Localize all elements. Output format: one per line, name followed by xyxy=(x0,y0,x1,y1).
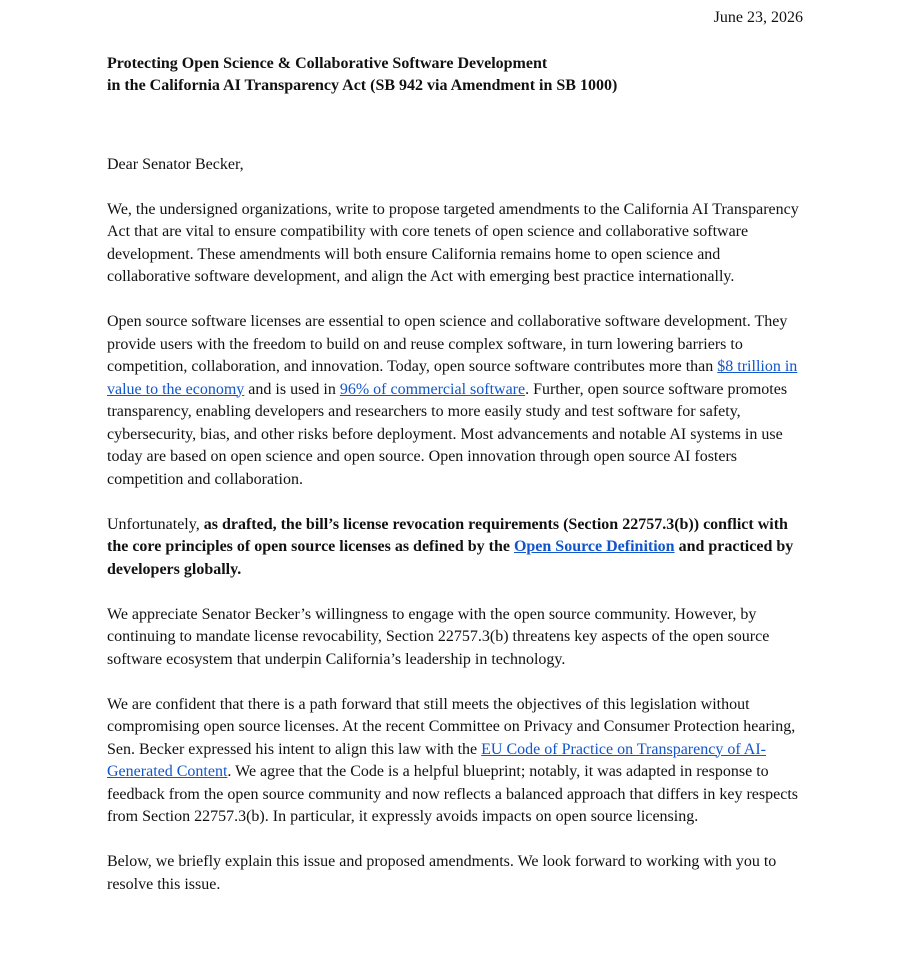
p3-text-1: Unfortunately, xyxy=(107,515,204,533)
paragraph-conflict xyxy=(107,514,807,582)
p5-text-2: . We agree that the Code is a helpful blueprint; notably, it was adapted in response to feedback from the open source community and now reflects a balanced approach that differs in key respects from Section 22757.3(b). In particular, it expressly avoids impacts on open source licensing. xyxy=(107,763,798,825)
letter-body xyxy=(107,53,807,896)
p3-link-label: Open Source Definition xyxy=(513,538,675,555)
paragraph-closing: Below, we briefly explain this issue and proposed amendments. We look forward to working with you to resolve this issue. xyxy=(107,853,777,893)
paragraph-intro: We, the undersigned organizations, write to propose targeted amendments to the California AI Transparency Act that are vital to ensure compatibility with core tenets of open science and collaborative software development. These amendments will both ensure California remains home to open science and collaborative software development, and align the Act with emerging best practice internationally. xyxy=(107,200,799,285)
paragraph-appreciation: We appreciate Senator Becker’s willingness to engage with the open source community. However, by continuing to mandate license revocability, Section 22757.3(b) threatens key aspects of the open source software ecosystem that underpin California’s leadership in technology. xyxy=(107,605,770,668)
link-96-percent-commercial[interactable]: 96% of commercial software xyxy=(339,380,526,398)
letter-date: June 23, 2026 xyxy=(713,9,803,26)
title-line-1: Protecting Open Science & Collaborative Software Development xyxy=(107,55,548,72)
link-open-source-definition[interactable] xyxy=(514,538,675,555)
paragraph-open-source-value xyxy=(107,311,807,491)
letter-title xyxy=(107,53,807,97)
title-line-2: in the California AI Transparency Act (SB 942 via Amendment in SB 1000) xyxy=(107,77,618,94)
p5-text-1: We are confident that there is a path forward that still meets the objectives of this legislation without compromising open source licenses. At the recent Committee on Privacy and Consumer Protection hearing, Sen. Becker expressed his intent to align this law with the xyxy=(107,695,796,758)
link-eu-code-of-practice[interactable]: EU Code of Practice on Transparency of AI-Generated Content xyxy=(107,740,766,780)
p3-bold-2: and practiced by developers globally. xyxy=(107,538,794,578)
link-8-trillion-value[interactable]: $8 trillion in value to the economy xyxy=(107,358,798,398)
p2-text-2: and is used in xyxy=(244,380,340,398)
p2-text-1: Open source software licenses are essential to open science and collaborative software development. They provide users with the freedom to build on and reuse complex software, in turn lowering barriers to competition, collaboration, and innovation. Today, open source software contributes more than xyxy=(107,313,788,375)
p3-bold-1: as drafted, the bill’s license revocation requirements (Section 22757.3(b)) conflict with the core principles of open source licenses as defined by the xyxy=(107,515,788,555)
salutation: Dear Senator Becker, xyxy=(107,156,244,173)
paragraph-path-forward xyxy=(107,694,807,829)
p2-text-3: . Further, open source software promotes transparency, enabling developers and researchers to more easily study and test software for safety, cybersecurity, bias, and other risks before deployment. Most advancements and notable AI systems in use today are based on open science and open source. Open innovation through open source AI fosters competition and collaboration. xyxy=(107,380,788,488)
